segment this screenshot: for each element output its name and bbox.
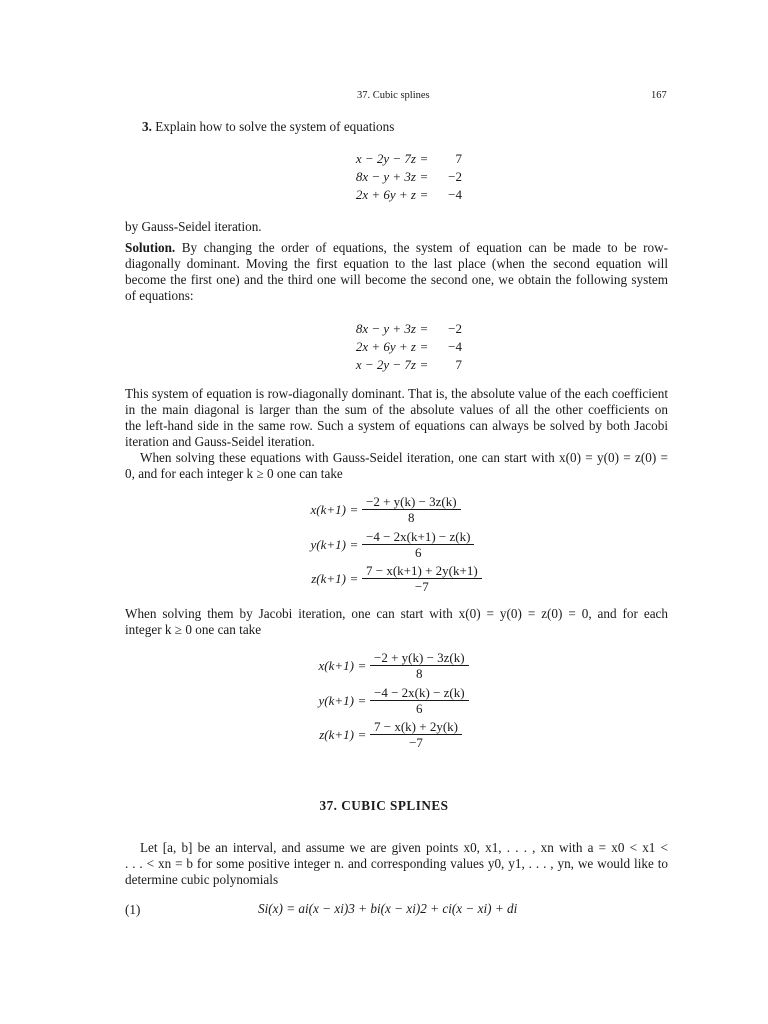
section-line-2: . . . < xn = b for some positive integer n. and corresponding values y0, y1, . . . , yn, we would like to xyxy=(125,856,668,871)
equation-row: 2x + 6y + z = −4 xyxy=(355,187,462,202)
system-of-equations-2 xyxy=(344,320,462,374)
problem-number: 3. xyxy=(142,119,152,134)
para4-line-2: integer k ≥ 0 one can take xyxy=(125,622,262,637)
equation-row: 8x − y + 3z = −2 xyxy=(355,169,462,184)
system-of-equations-1 xyxy=(344,150,462,204)
problem-text: Explain how to solve the system of equations xyxy=(155,119,395,134)
para2-line-3: the left-hand side in the same row. Such a system of equations can always be solved by both Jacobi xyxy=(125,418,668,433)
solution-line-2: diagonally dominant. Moving the first equation to the last place (when the second equation will xyxy=(125,256,668,271)
para4-line-1: When solving them by Jacobi iteration, one can start with x(0) = y(0) = z(0) = 0, and for each xyxy=(125,606,668,621)
cubic-spline-equation: Si(x) = ai(x − xi)3 + bi(x − xi)2 + ci(x − xi) + di xyxy=(258,901,518,916)
equation-row: x − 2y − 7z = 7 xyxy=(355,357,462,372)
running-head-title: 37. Cubic splines xyxy=(357,90,430,101)
gauss-seidel-z: z(k+1) = $\frac{7 - x(k+1) + 2y(k+1)}{-7}$ xyxy=(296,563,482,594)
para2-line-4: iteration and Gauss-Seidel iteration. xyxy=(125,434,315,449)
jacobi-y: y(k+1) = $\frac{-4 - 2x(k) - z(k)}{6}$ xyxy=(304,685,469,716)
jacobi-z: z(k+1) = $\frac{7 - x(k) + 2y(k)}{-7}$ xyxy=(304,719,462,750)
para2-line-2: in the main diagonal is larger than the sum of the absolute values of all the other coefficients on xyxy=(125,402,668,417)
section-heading: 37. CUBIC SPLINES xyxy=(319,798,449,813)
para2-line-1: This system of equation is row-diagonally dominant. That is, the absolute value of the each coefficient xyxy=(125,386,668,401)
solution-label: Solution. xyxy=(125,240,176,255)
para3-line-2: 0, and for each integer k ≥ 0 one can take xyxy=(125,466,343,481)
solution-line-3: become the first one) and the third one will become the second one, we obtain the following system xyxy=(125,272,668,287)
gauss-seidel-y: y(k+1) = $\frac{-4 - 2x(k+1) - z(k)}{6}$ xyxy=(296,529,474,560)
gauss-seidel-x: x(k+1) = $\frac{-2 + y(k) - 3z(k)}{8}$ xyxy=(296,494,461,525)
solution-line-1: Solution. By changing the order of equations, the system of equation can be made to be row- xyxy=(125,240,668,255)
solution-line-4: of equations: xyxy=(125,288,194,303)
section-line-1: Let [a, b] be an interval, and assume we are given points x0, x1, . . . , xn with a = x0 < x1 < xyxy=(140,840,668,855)
section-line-3: determine cubic polynomials xyxy=(125,872,279,887)
equation-row: 8x − y + 3z = −2 xyxy=(355,321,462,336)
para3-line-1: When solving these equations with Gauss-Seidel iteration, one can start with x(0) = y(0) = z(0) = xyxy=(140,450,668,465)
problem-after-text: by Gauss-Seidel iteration. xyxy=(125,219,262,234)
jacobi-x: x(k+1) = $\frac{-2 + y(k) - 3z(k)}{8}$ xyxy=(304,650,469,681)
page-number: 167 xyxy=(651,90,667,101)
problem-statement xyxy=(142,119,662,135)
equation-number: (1) xyxy=(125,902,141,917)
equation-row: 2x + 6y + z = −4 xyxy=(355,339,462,354)
equation-row: x − 2y − 7z = 7 xyxy=(355,151,462,166)
